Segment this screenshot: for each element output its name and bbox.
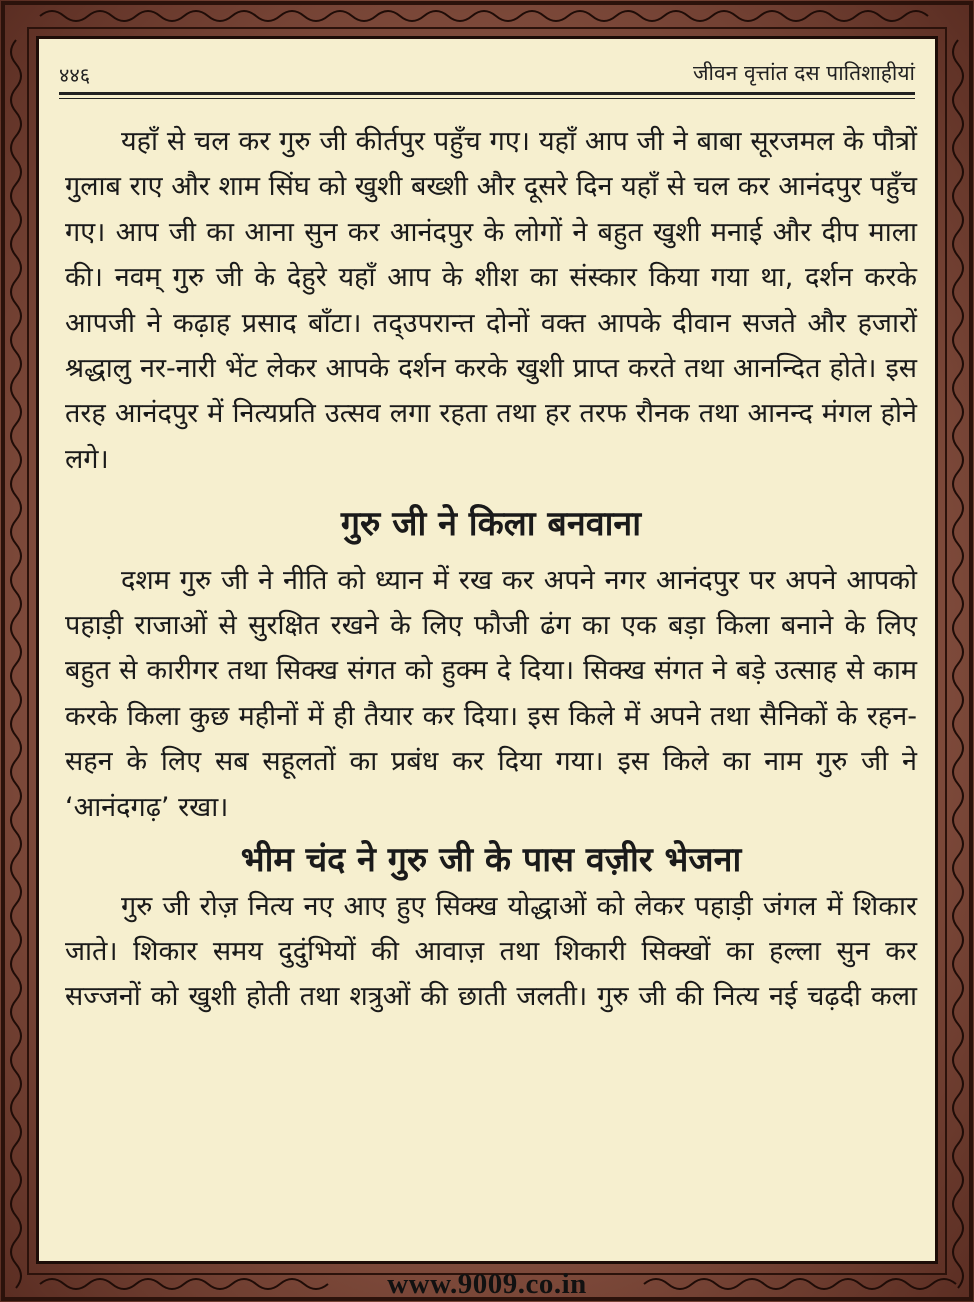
paragraph-3: गुरु जी रोज़ नित्य नए आए हुए सिक्ख योद्धाओं को लेकर पहाड़ी जंगल में शिकार जाते। शिकार समय दुदुंभियों की आवाज़ तथा शिकारी सिक्खों का हल्ला सुन कर सज्जनों को खुशी होती तथा शत्रुओं की छाती जलती। गुरु जी की नित्य नई चढ़दी कला xyxy=(65,890,917,1013)
website-link[interactable]: www.9009.co.in xyxy=(387,1268,587,1300)
section-heading-fort: गुरु जी ने किला बनवाना xyxy=(340,504,642,545)
paragraph-1: यहाँ से चल कर गुरु जी कीर्तपुर पहुँच गए। यहाँ आप जी ने बाबा सूरजमल के पौत्रों गुलाब राए और शाम सिंघ को खुशी बख्शी और दूसरे दिन यहाँ से चल कर आनंदपुर पहुँच गए। आप जी का आना सुन कर आनंदपुर के लोगों ने बहुत खुशी मनाई और दीप माला की। नवम् गुरु जी के देहुरे यहाँ आप के शीश का संस्कार किया गया था, दर्शन करके आपजी ने कढ़ाह प्रसाद बाँटा। तद्उपरान्त दोनों वक्त आपके दीवान सजते और हजारों श्रद्धालु नर-नारी भेंट लेकर आपके दर्शन करके खुशी प्राप्त करते तथा आनन्दित होते। इस तरह आनंदपुर में नित्यप्रति उत्सव लगा रहता तथा हर तरफ रौनक तथा आनन्द मंगल होने लगे। xyxy=(65,126,917,475)
section-heading-vazir: भीम चंद ने गुरु जी के पास वज़ीर भेजना xyxy=(240,840,742,881)
page-body xyxy=(65,119,917,1020)
page-number: ४४६ xyxy=(59,63,91,87)
running-title: जीवन वृत्तांत दस पातिशाहीयां xyxy=(692,61,915,85)
paragraph-2: दशम गुरु जी ने नीति को ध्यान में रख कर अपने नगर आनंदपुर पर अपने आपको पहाड़ी राजाओं से सुरक्षित रखने के लिए फौजी ढंग का एक बड़ा किला बनाने के लिए बहुत से कारीगर तथा सिक्ख संगत को हुक्म दे दिया। सिक्ख संगत ने बड़े उत्साह से काम करके किला कुछ महीनों में ही तैयार कर दिया। इस किले में अपने तथा सैनिकों के रहन-सहन के लिए सब सहूलतों का प्रबंध कर दिया गया। इस किले का नाम गुरु जी ने ‘आनंदगढ़’ रखा। xyxy=(65,564,917,823)
book-page xyxy=(36,36,938,1264)
page-header xyxy=(59,53,915,89)
header-divider-thin xyxy=(59,98,915,99)
header-divider xyxy=(59,92,915,95)
